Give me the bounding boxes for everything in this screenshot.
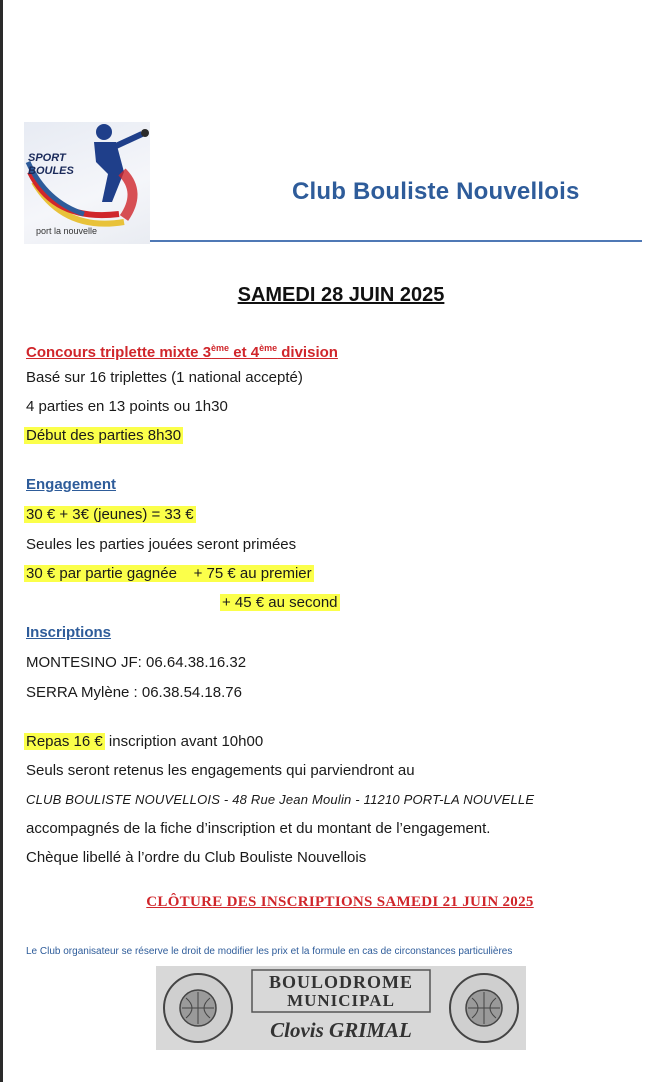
contact-serra: SERRA Mylène : 06.38.54.18.76 [26,684,242,701]
prize-line-2: + 45 € au second [222,594,338,611]
inscriptions-heading: Inscriptions [26,624,112,641]
club-logo [24,122,150,244]
logo-text: SPORT BOULES [28,152,74,177]
concours-line-2: 4 parties en 13 points ou 1h30 [26,398,228,415]
repas-line: Repas 16 € inscription avant 10h00 [26,733,264,750]
stamp-line-3: Clovis GRIMAL [270,1018,412,1042]
page-border [0,0,3,1082]
engagement-note: Seules les parties jouées seront primées [26,536,297,553]
club-address: CLUB BOULISTE NOUVELLOIS - 48 Rue Jean Moulin - 11210 PORT-LA NOUVELLE [26,792,535,807]
repas-line-5: Chèque libellé à l’ordre du Club Bouliste Nouvellois [26,849,367,866]
prize-line-1: 30 € par partie gagnée + 75 € au premier [26,565,312,582]
boulodrome-stamp [156,966,526,1050]
logo-caption: port la nouvelle [36,226,98,236]
concours-heading: Concours triplette mixte 3ème et 4ème division [26,343,338,361]
engagement-price: 30 € + 3€ (jeunes) = 33 € [26,506,194,523]
title-divider [150,240,642,242]
stamp-line-2: MUNICIPAL [287,991,395,1010]
engagement-heading: Engagement [26,476,117,493]
event-date: SAMEDI 28 JUIN 2025 [237,284,445,306]
repas-line-2: Seuls seront retenus les engagements qui parviendront au [26,762,415,779]
concours-start-time: Début des parties 8h30 [26,427,182,444]
concours-line-1: Basé sur 16 triplettes (1 national accepté) [26,369,303,386]
disclaimer: Le Club organisateur se réserve le droit de modifier les prix et la formule en cas de circonstances particulières [26,946,513,957]
cloture-notice: CLÔTURE DES INSCRIPTIONS SAMEDI 21 JUIN 2025 [146,894,534,910]
contact-montesino: MONTESINO JF: 06.64.38.16.32 [26,654,247,671]
repas-line-4: accompagnés de la fiche d’inscription et du montant de l’engagement. [26,820,491,837]
club-title: Club Bouliste Nouvellois [292,178,580,205]
stamp-line-1: BOULODROME [268,972,413,992]
